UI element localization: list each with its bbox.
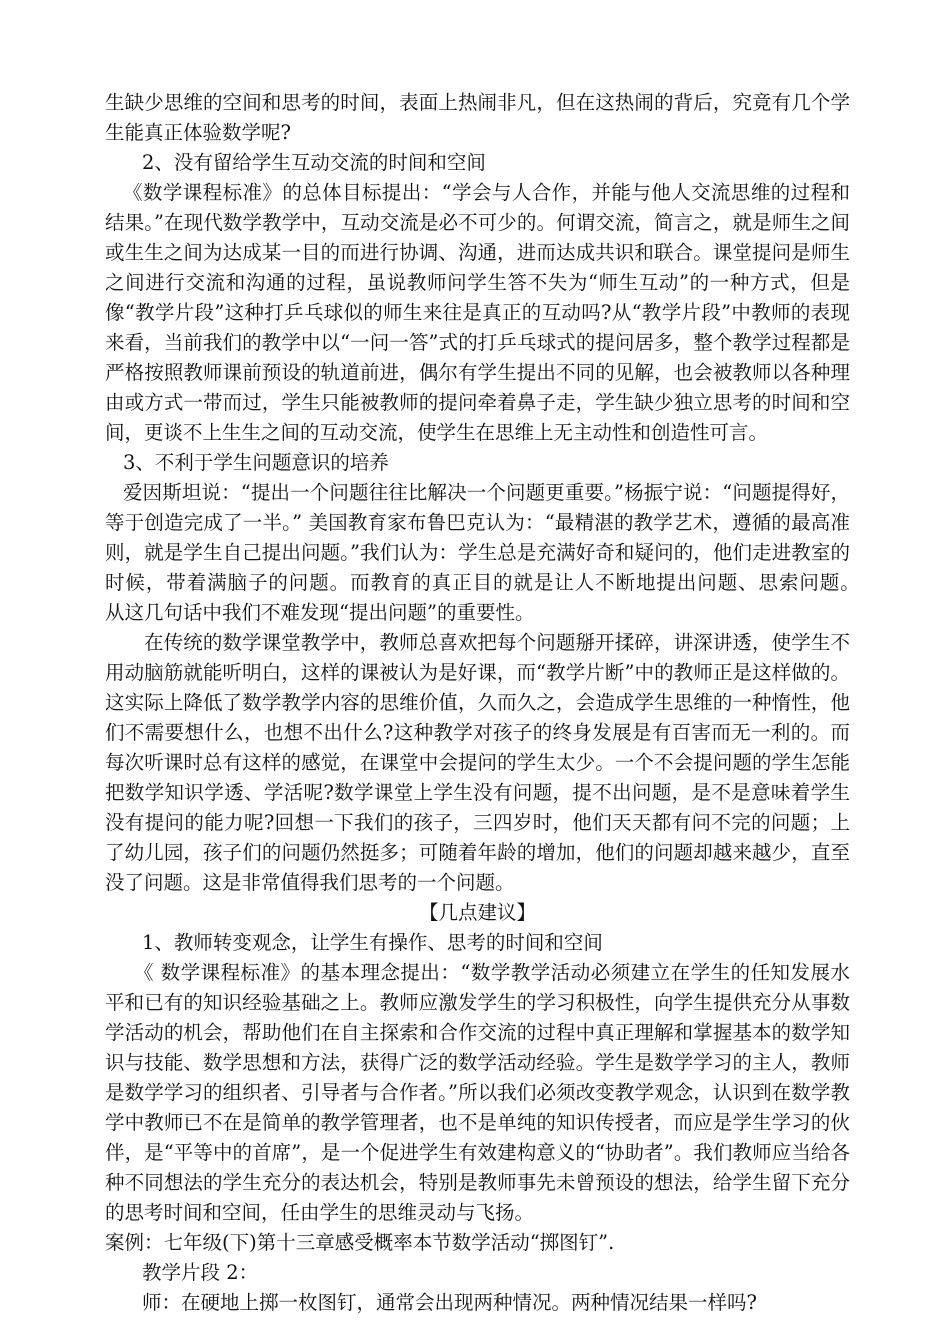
paragraph-standards: 《数学课程标准》的总体目标提出：“学会与人合作，并能与他人交流思维的过程和结果。”在现代数学教学中，互动交流是必不可少的。何谓交流，简言之，就是师生之间或生生之间为达成某一目的而进行协调、沟通，进而达成共识和联合。课堂提问是师生之间进行交流和沟通的过程，虽说教师问学生答不失为“师生互动”的一种方式，但是像“教学片段”这种打乒乓球似的师生来往是真正的互动吗?从“教学片段”中教师的表现来看，当前我们的教学中以“一问一答”式的打乒乓球式的提问居多，整个教学过程都是严格按照教师课前预设的轨道前进，偶尔有学生提出不同的见解，也会被教师以各种理由或方式一带而过，学生只能被教师的提问牵着鼻子走，学生缺少独立思考的时间和空间，更谈不上生生之间的互动交流，使学生在思维上无主动性和创造性可言。 [105, 181, 850, 444]
section-heading: 【几点建议】 [418, 901, 536, 924]
fragment-label: 教学片段 2： [142, 1261, 259, 1284]
subheading-2: 2、没有留给学生互动交流的时间和空间 [142, 151, 486, 174]
paragraph-curriculum: 《 数学课程标准》的基本理念提出：“数学教学活动必须建立在学生的任知发展水平和已有的知识经验基础之上。教师应激发学生的学习积极性，向学生提供充分从事数学活动的机会，帮助他们在自主探索和合作交流的过程中真正理解和掌握基本的数学知识与技能、数学思想和方法，获得广泛的数学活动经验。学生是数学学习的主人，教师是数学学习的组织者、引导者与合作者。”所以我们必须改变教学观念，认识到在数学教学中教师已不在是简单的教学管理者，也不是单纯的知识传授者，而应是学生学习的伙伴，是“平等中的首席”，是一个促进学生有效建构意义的“协助者”。我们教师应当给各种不同想法的学生充分的表达机会，特别是教师事先未曾预设的想法，给学生留下充分的思考时间和空间，任由学生的思维灵动与飞扬。 [105, 961, 850, 1224]
subheading-1: 1、教师转变观念，让学生有操作、思考的时间和空间 [142, 931, 603, 954]
paragraph-traditional: 在传统的数学课堂教学中，教师总喜欢把每个问题掰开揉碎，讲深讲透，使学生不用动脑筋就能听明白，这样的课被认为是好课，而“教学片断”中的教师正是这样做的。这实际上降低了数学教学内容的思维价值，久而久之，会造成学生思维的一种惰性，他们不需要想什么，也想不出什么?这种教学对孩子的终身发展是有百害而无一利的。而每次听课时总有这样的感觉，在课堂中会提问的学生太少。一个不会提问题的学生怎能把数学知识学透、学活呢?数学课堂上学生没有问题，提不出问题，是不是意味着学生没有提问的能力呢?回想一下我们的孩子，三四岁时，他们天天都有问不完的问题；上了幼儿园，孩子们的问题仍然挺多；可随着年龄的增加，他们的问题却越来越少，直至没了问题。这是非常值得我们思考的一个问题。 [105, 631, 850, 894]
paragraph-continued: 生缺少思维的空间和思考的时间，表面上热闹非凡，但在这热闹的背后，究竟有几个学生能真正体验数学呢? [105, 91, 850, 144]
subheading-3: 3、不利于学生问题意识的培养 [123, 451, 389, 474]
document-page [105, 88, 876, 1318]
paragraph-einstein: 爱因斯坦说：“提出一个问题往往比解决一个问题更重要。”杨振宁说：“问题提得好，等于创造完成了一半。” 美国教育家布鲁巴克认为：“最精湛的教学艺术，遵循的最高准则，就是学生自己提出问题。”我们认为：学生总是充满好奇和疑问的，他们走进教室的时候，带着满脑子的问题。而教育的真正目的就是让人不断地提出问题、思索问题。 从这几句话中我们不难发现“提出问题”的重要性。 [105, 481, 876, 624]
teacher-line: 师：在硬地上掷一枚图钉，通常会出现两种情况。两种情况结果一样吗? [142, 1291, 757, 1314]
case-line: 案例：七年级(下)第十三章感受概率本节数学活动“掷图钉”. [105, 1231, 615, 1254]
